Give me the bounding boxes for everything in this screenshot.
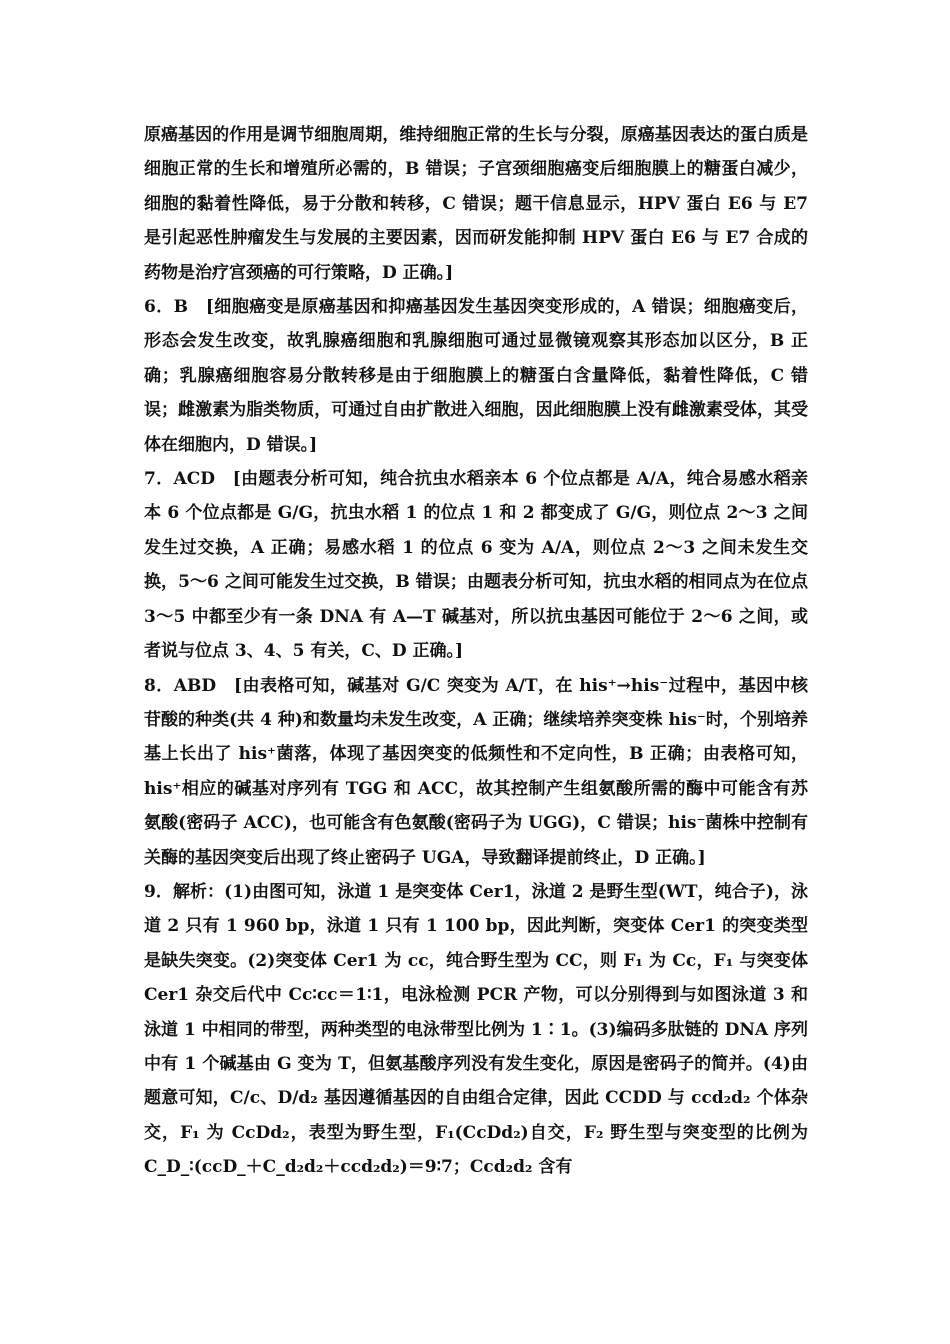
- answer-8: 8．ABD [由表格可知，碱基对 G/C 突变为 A/T，在 his⁺→his⁻过程中，基因中核苷酸的种类(共 4 种)和数量均未发生改变，A 正确；继续培养突变株 his⁻时，个别培养基上长出了 his⁺菌落，体现了基因突变的低频性和不定向性，B 正确；由表格可知，his⁺相应的碱基对序列有 TGG 和 ACC，故其控制产生组氨酸所需的酶中可能含有苏氨酸(密码子 ACC)，也可能含有色氨酸(密码子为 UGG)，C 错误；his⁻菌株中控制有关酶的基因突变后出现了终止密码子 UGA，导致翻译提前终止，D 正确。]: [144, 675, 808, 868]
- answer-7: 7．ACD [由题表分析可知，纯合抗虫水稻亲本 6 个位点都是 A/A，纯合易感水稻亲本 6 个位点都是 G/G，抗虫水稻 1 的位点 1 和 2 都变成了 G/G，则位点 2～3 之间发生过交换，A 正确；易感水稻 1 的位点 6 变为 A/A，则位点 2～3 之间未发生交换，5～6 之间可能发生过交换，B 错误；由题表分析可知，抗虫水稻的相同点为在位点 3～5 中都至少有一条 DNA 有 A—T 碱基对，所以抗虫基因可能位于 2～6 之间，或者说与位点 3、4、5 有关，C、D 正确。]: [144, 469, 808, 662]
- answer-5-continuation: 原癌基因的作用是调节细胞周期，维持细胞正常的生长与分裂，原癌基因表达的蛋白质是细胞正常的生长和增殖所必需的，B 错误；子宫颈细胞癌变后细胞膜上的糖蛋白减少，细胞的黏着性降低，易于分散和转移，C 错误；题干信息显示，HPV 蛋白 E6 与 E7 是引起恶性肿瘤发生与发展的主要因素，因而研发能抑制 HPV 蛋白 E6 与 E7 合成的药物是治疗宫颈癌的可行策略，D 正确。]: [144, 125, 808, 283]
- answer-text-body: [144, 118, 808, 1185]
- answer-6: 6．B [细胞癌变是原癌基因和抑癌基因发生基因突变形成的，A 错误；细胞癌变后，形态会发生改变，故乳腺癌细胞和乳腺细胞可通过显微镜观察其形态加以区分，B 正确；乳腺癌细胞容易分散转移是由于细胞膜上的糖蛋白含量降低，黏着性降低，C 错误；雌激素为脂类物质，可通过自由扩散进入细胞，因此细胞膜上没有雌激素受体，其受体在细胞内，D 错误。]: [144, 297, 808, 455]
- answer-9: 9．解析：(1)由图可知，泳道 1 是突变体 Cer1，泳道 2 是野生型(WT，纯合子)，泳道 2 只有 1 960 bp，泳道 1 只有 1 100 bp，因此判断，突变体 Cer1 的突变类型是缺失突变。(2)突变体 Cer1 为 cc，纯合野生型为 CC，则 F₁ 为 Cc，F₁ 与突变体 Cer1 杂交后代中 Cc∶cc＝1∶1，电泳检测 PCR 产物，可以分别得到与如图泳道 3 和泳道 1 中相同的带型，两种类型的电泳带型比例为 1∶1。(3)编码多肽链的 DNA 序列中有 1 个碱基由 G 变为 T，但氨基酸序列没有发生变化，原因是密码子的简并。(4)由题意可知，C/c、D/d₂ 基因遵循基因的自由组合定律，因此 CCDD 与 ccd₂d₂ 个体杂交，F₁ 为 CcDd₂，表型为野生型，F₁(CcDd₂)自交，F₂ 野生型与突变型的比例为 C_D_∶(ccD_＋C_d₂d₂＋ccd₂d₂)＝9∶7；Ccd₂d₂ 含有: [144, 881, 808, 1178]
